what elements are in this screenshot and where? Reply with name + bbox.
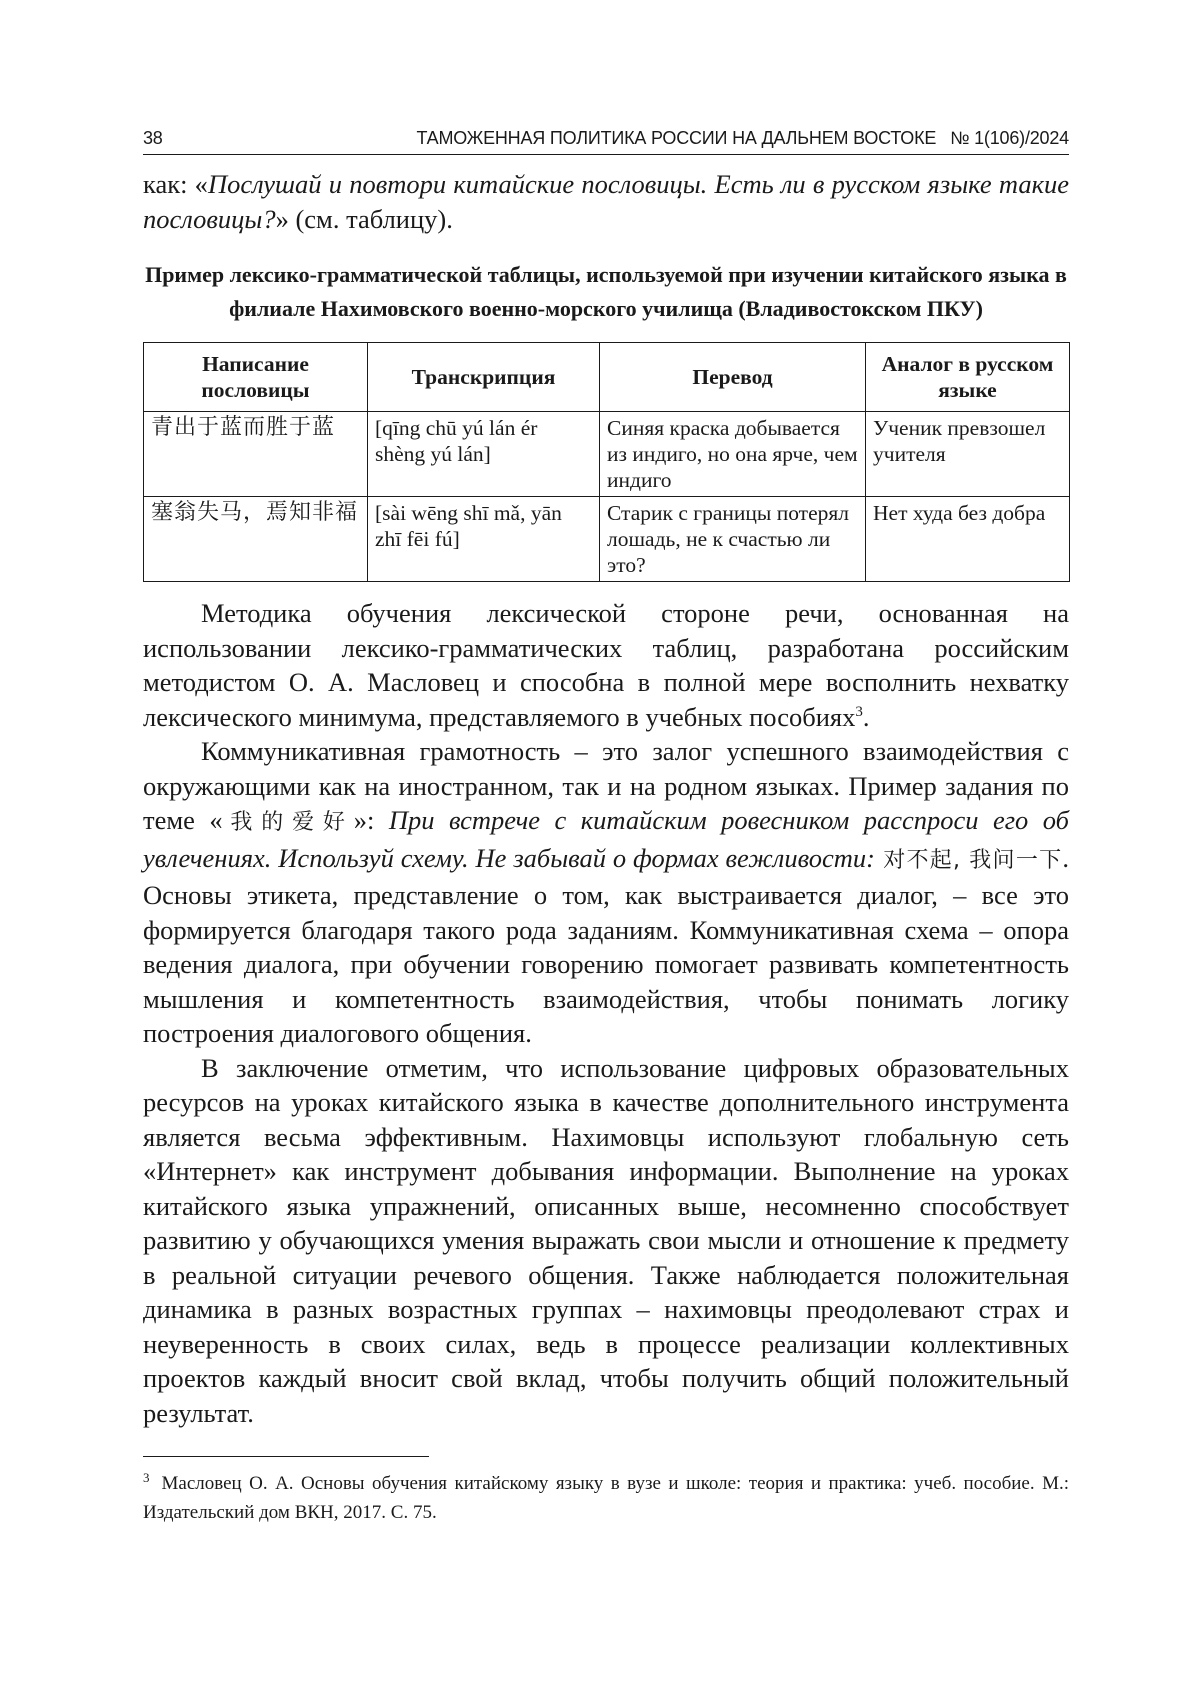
col-header-transcription: Транскрипция — [368, 343, 600, 412]
cell-translation: Старик с границы потерял лошадь, не к счастью ли это? — [600, 497, 866, 582]
p2-a: Коммуникативная грамотность – это залог успешного взаимодействия с окружающими как на иностранном, так и на родном языках. Пример задания по теме « — [143, 736, 1069, 835]
lexical-table — [143, 342, 1070, 582]
table-row — [144, 412, 1070, 497]
footnote-ref[interactable]: 3 — [855, 703, 863, 720]
p2-italic: При встрече с китайским ровесником расспроси его об увлечениях. Используй схему. Не забывай о формах вежливости: — [143, 805, 1069, 873]
p2-polite-zh: 对不起, 我问一下 — [874, 847, 1063, 873]
intro-lead: как: « — [143, 169, 208, 199]
page-number: 38 — [143, 128, 163, 148]
header-right — [416, 128, 1069, 149]
col-header-translation: Перевод — [600, 343, 866, 412]
table-header-row — [144, 343, 1070, 412]
cell-transcription: [qīng chū yú lán ér shèng yú lán] — [368, 412, 600, 497]
p2-b: »: — [353, 805, 389, 835]
paragraph-conclusion: В заключение отметим, что использование цифровых образовательных ресурсов на уроках китайского языка в качестве дополнительного инструмента является весьма эффективным. Нахимовцы используют глобальную сеть «Интернет» как инструмент добывания информации. Выполнение на уроках китайского языка упражнений, описанных выше, несомненно способствует развитию у обучающихся умения выражать свои мысли и отношение к предмету в реальной ситуации речевого общения. Также наблюдается положительная динамика в разных возрастных группах – нахимовцы преодолевают страх и неуверенность в своих силах, ведь в процессе реализации коллективных проектов каждый вносит свой вклад, чтобы получить общий положительный результат. — [143, 1052, 1069, 1428]
journal-title: ТАМОЖЕННАЯ ПОЛИТИКА РОССИИ НА ДАЛЬНЕМ ВОСТОКЕ — [416, 128, 937, 148]
cell-chinese: 塞翁失马，焉知非福 — [144, 497, 368, 582]
footnote-mark: 3 — [143, 1469, 150, 1485]
paragraph-methodology — [143, 596, 1069, 734]
intro-paragraph — [143, 167, 1069, 236]
cell-analog: Нет худа без добра — [866, 497, 1070, 582]
p1-end: . — [862, 701, 870, 732]
table-caption: Пример лексико-грамматической таблицы, используемой при изучении китайского языка в филиале Нахимовского военно-морского училища (Владивостокском ПКУ) — [145, 262, 1067, 321]
col-header-analog: Аналог в русском языке — [866, 343, 1070, 412]
running-header — [143, 128, 1069, 155]
footnote-text: Масловец О. А. Основы обучения китайскому языку в вузе и школе: теория и практика: учеб. пособие. М.: Издательский дом ВКН, 2017. С. 75. — [143, 1473, 1069, 1523]
cell-transcription: [sài wēng shī mǎ, yān zhī fēi fú] — [368, 497, 600, 582]
table-row — [144, 497, 1070, 582]
footnote-rule — [143, 1456, 429, 1457]
issue-number: № 1(106)/2024 — [950, 128, 1069, 148]
col-header-writing: Написание пословицы — [144, 343, 368, 412]
intro-italic: Послушай и повтори китайские пословицы. Есть ли в русском языке такие пословицы? — [143, 169, 1069, 234]
cell-chinese: 青出于蓝而胜于蓝 — [144, 412, 368, 497]
paragraph-communication — [143, 734, 1069, 1051]
page — [143, 128, 1069, 1527]
p1-text: Методика обучения лексической стороне речи, основанная на использовании лексико-грамматических таблиц, разработана российским методистом О. А. Масловец и способна в полной мере восполнить нехватку лексического минимума, представляемого в учебных пособиях — [143, 598, 1069, 732]
cell-translation: Синяя краска добывается из индиго, но она ярче, чем индиго — [600, 412, 866, 497]
p2-topic-zh: 我的爱好 — [222, 810, 354, 835]
cell-analog: Ученик превзошел учителя — [866, 412, 1070, 497]
footnote — [143, 1469, 1069, 1527]
intro-tail: » (см. таблицу). — [275, 203, 453, 234]
p2-c: . Основы этикета, представление о том, как выстраивается диалог, – все это формируется благодаря такого рода заданиям. Коммуникативная схема – опора ведения диалога, при обучении говорению помогает развивать компетентность мышления и компетентность взаимодействия, чтобы понимать логику построения диалогового общения. — [143, 842, 1070, 1048]
